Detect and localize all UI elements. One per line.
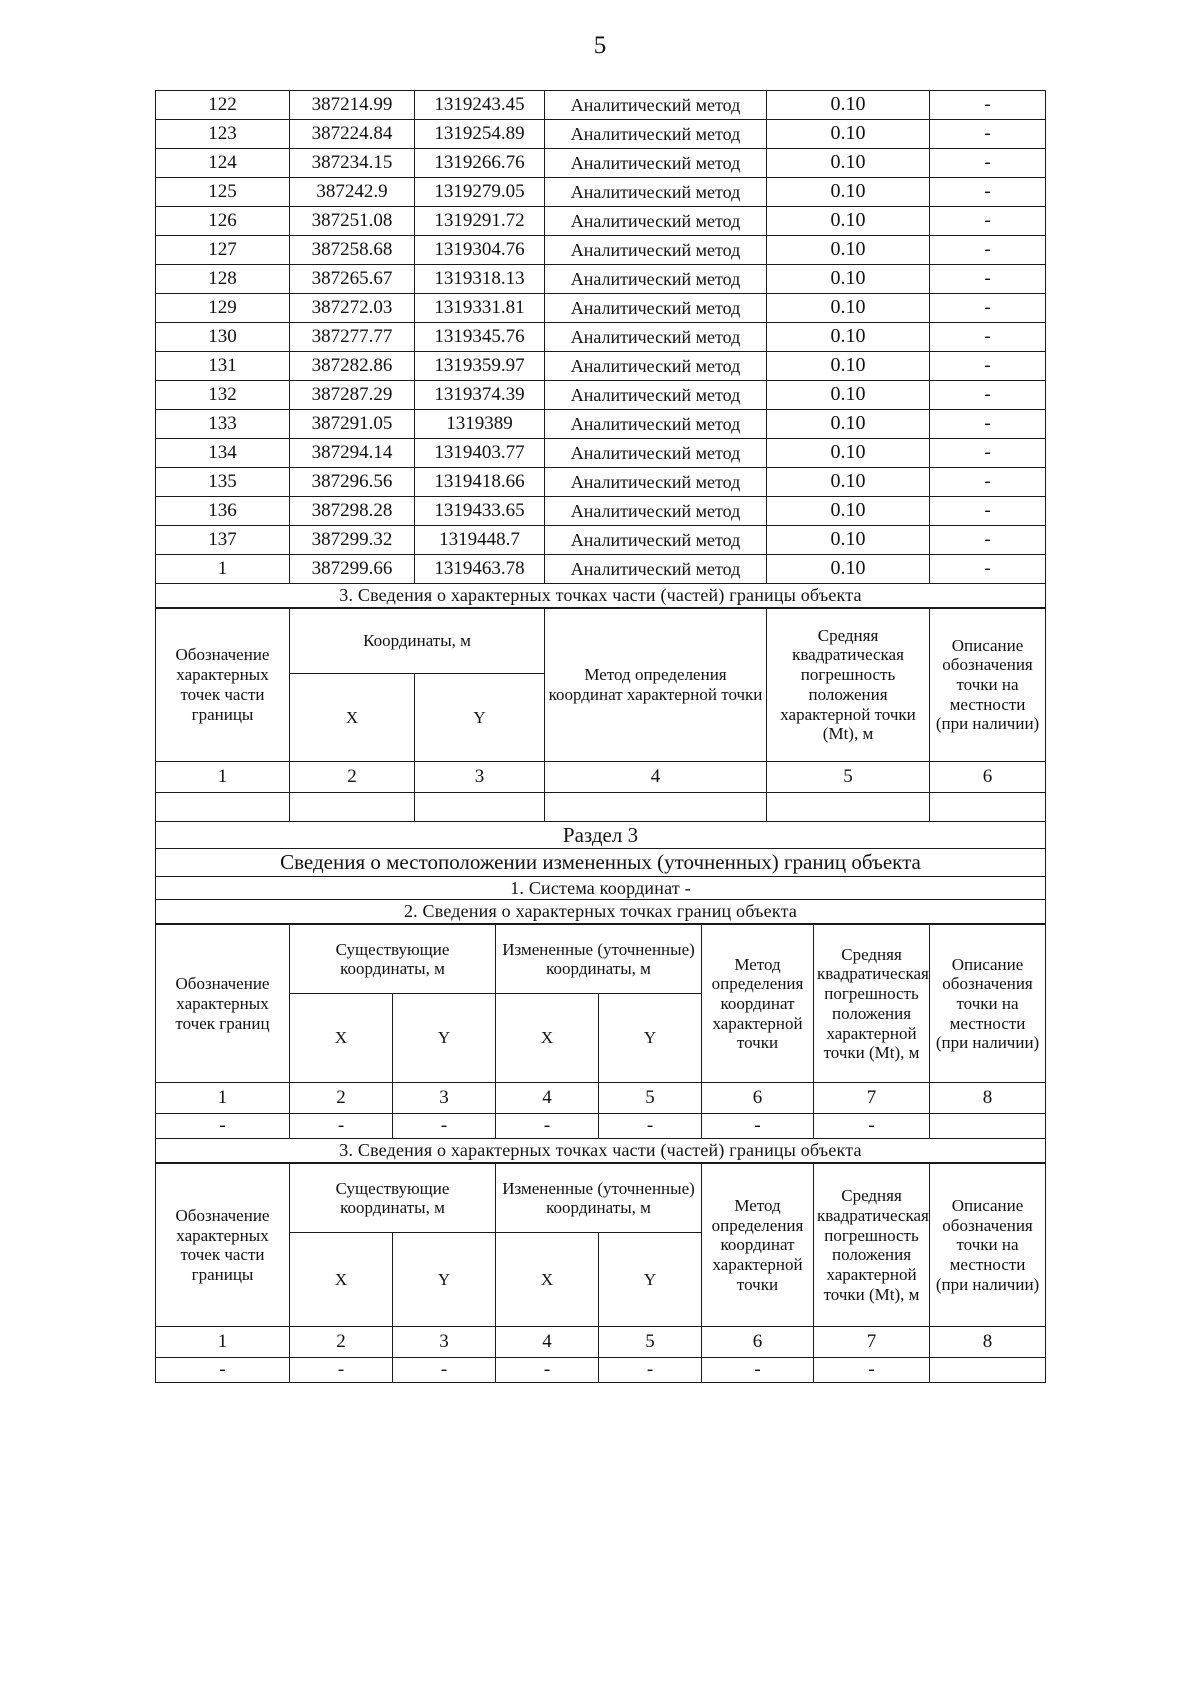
coordinate-table: [155, 90, 1046, 608]
coordinate-x: 387287.29: [290, 381, 415, 410]
coordinate-y: 1319418.66: [415, 468, 545, 497]
header-existing-coordinates: Существующие координаты, м: [290, 1164, 496, 1233]
dash-cell: -: [702, 1358, 814, 1383]
coordinate-y: 1319389: [415, 410, 545, 439]
header-existing-y: Y: [393, 994, 496, 1083]
section-label-row: [156, 584, 1046, 608]
mt-cell: 0.10: [767, 207, 930, 236]
coordinate-y: 1319304.76: [415, 236, 545, 265]
coordinate-y: 1319403.77: [415, 439, 545, 468]
description-cell: -: [930, 410, 1046, 439]
dash-cell: -: [599, 1358, 702, 1383]
section-part-points-label: 3. Сведения о характерных точках части (частей) границы объекта: [156, 584, 1046, 608]
dash-data-row: [156, 1114, 1046, 1139]
column-number: 4: [496, 1083, 599, 1114]
coordinate-system-label: 1. Система координат -: [156, 876, 1046, 900]
coordinate-x: 387234.15: [290, 149, 415, 178]
numbering-row: [156, 1083, 1046, 1114]
header-changed-coordinates: Измененные (уточненные) координаты, м: [496, 1164, 702, 1233]
mt-cell: 0.10: [767, 526, 930, 555]
table-row: [156, 526, 1046, 555]
description-cell: -: [930, 526, 1046, 555]
table-row: [156, 178, 1046, 207]
column-number: 1: [156, 761, 290, 792]
coordinate-x: 387224.84: [290, 120, 415, 149]
table-row: [156, 323, 1046, 352]
dash-cell: -: [702, 1114, 814, 1139]
dash-cell: -: [814, 1114, 930, 1139]
coordinate-table-body: [156, 91, 1046, 608]
mt-cell: 0.10: [767, 555, 930, 584]
column-number: 8: [930, 1083, 1046, 1114]
coordinate-y: 1319331.81: [415, 294, 545, 323]
header-changed-x: X: [496, 1233, 599, 1327]
section3-label-row: [156, 1139, 1046, 1163]
header-description: Описание обозначения точки на местности (при наличии): [930, 925, 1046, 1083]
dash-cell: -: [156, 1114, 290, 1139]
column-number: 6: [702, 1083, 814, 1114]
table-row: [156, 91, 1046, 120]
coordinate-y: 1319279.05: [415, 178, 545, 207]
coordinate-x: 387242.9: [290, 178, 415, 207]
table-row: [156, 381, 1046, 410]
header-method: Метод определения координат характерной точки: [545, 608, 767, 761]
column-number: 5: [767, 761, 930, 792]
coordinate-x: 387282.86: [290, 352, 415, 381]
point-designation: 132: [156, 381, 290, 410]
method-cell: Аналитический метод: [545, 410, 767, 439]
header-designation: Обозначение характерных точек части границы: [156, 1164, 290, 1327]
coordinate-y: 1319433.65: [415, 497, 545, 526]
mt-cell: 0.10: [767, 265, 930, 294]
description-cell: -: [930, 497, 1046, 526]
mt-cell: 0.10: [767, 236, 930, 265]
header-existing-y: Y: [393, 1233, 496, 1327]
description-cell: -: [930, 91, 1046, 120]
header-coordinates: Координаты, м: [290, 608, 545, 673]
column-number: 1: [156, 1083, 290, 1114]
razdel-heading: Раздел 3: [156, 821, 1046, 848]
mt-cell: 0.10: [767, 468, 930, 497]
dash-cell: -: [290, 1114, 393, 1139]
table-row: [156, 236, 1046, 265]
document-sheet: [155, 90, 1045, 1383]
point-designation: 137: [156, 526, 290, 555]
header-mt: Средняя квадратическая погрешность положения характерной точки (Mt), м: [814, 1164, 930, 1327]
description-cell: -: [930, 178, 1046, 207]
coordinate-system-row: [156, 876, 1046, 900]
section3-label: 3. Сведения о характерных точках части (частей) границы объекта: [156, 1139, 1046, 1163]
column-number: 1: [156, 1327, 290, 1358]
table-row: [156, 149, 1046, 178]
table-row: [156, 439, 1046, 468]
coordinate-x: 387291.05: [290, 410, 415, 439]
description-cell: -: [930, 207, 1046, 236]
method-cell: Аналитический метод: [545, 352, 767, 381]
dash-data-row: [156, 1358, 1046, 1383]
point-designation: 135: [156, 468, 290, 497]
method-cell: Аналитический метод: [545, 323, 767, 352]
page-number: 5: [593, 32, 607, 59]
method-cell: Аналитический метод: [545, 497, 767, 526]
mt-cell: 0.10: [767, 410, 930, 439]
column-number: 7: [814, 1327, 930, 1358]
column-number: 7: [814, 1083, 930, 1114]
header-description: Описание обозначения точки на местности (при наличии): [930, 608, 1046, 761]
method-cell: Аналитический метод: [545, 526, 767, 555]
coordinate-x: 387258.68: [290, 236, 415, 265]
coordinate-x: 387296.56: [290, 468, 415, 497]
point-designation: 122: [156, 91, 290, 120]
header-row-top: [156, 925, 1046, 994]
description-cell: -: [930, 149, 1046, 178]
method-cell: Аналитический метод: [545, 120, 767, 149]
razdel-heading-row: [156, 821, 1046, 848]
razdel-title: Сведения о местоположении измененных (уточненных) границ объекта: [156, 849, 1046, 876]
point-designation: 124: [156, 149, 290, 178]
coordinate-y: 1319318.13: [415, 265, 545, 294]
point-designation: 126: [156, 207, 290, 236]
description-cell: -: [930, 323, 1046, 352]
point-designation: 123: [156, 120, 290, 149]
header-changed-y: Y: [599, 1233, 702, 1327]
description-cell: -: [930, 381, 1046, 410]
table-row: [156, 352, 1046, 381]
point-designation: 130: [156, 323, 290, 352]
mt-cell: 0.10: [767, 149, 930, 178]
dash-cell: -: [496, 1358, 599, 1383]
column-number: 4: [496, 1327, 599, 1358]
point-designation: 1: [156, 555, 290, 584]
coordinate-y: 1319359.97: [415, 352, 545, 381]
dash-cell: [930, 1358, 1046, 1383]
coordinate-y: 1319374.39: [415, 381, 545, 410]
coordinate-x: 387265.67: [290, 265, 415, 294]
method-cell: Аналитический метод: [545, 555, 767, 584]
method-cell: Аналитический метод: [545, 207, 767, 236]
empty-cell: [930, 792, 1046, 821]
razdel3-section2-table: [155, 924, 1046, 1163]
column-number: 6: [702, 1327, 814, 1358]
header-changed-x: X: [496, 994, 599, 1083]
description-cell: -: [930, 352, 1046, 381]
coordinate-x: 387277.77: [290, 323, 415, 352]
coordinate-y: 1319463.78: [415, 555, 545, 584]
mt-cell: 0.10: [767, 120, 930, 149]
table-row: [156, 207, 1046, 236]
method-cell: Аналитический метод: [545, 149, 767, 178]
coordinate-y: 1319254.89: [415, 120, 545, 149]
point-designation: 125: [156, 178, 290, 207]
header-method: Метод определения координат характерной точки: [702, 925, 814, 1083]
column-number: 4: [545, 761, 767, 792]
coordinate-y: 1319291.72: [415, 207, 545, 236]
column-number: 2: [290, 761, 415, 792]
numbering-row: [156, 761, 1046, 792]
method-cell: Аналитический метод: [545, 91, 767, 120]
table-row: [156, 120, 1046, 149]
table-row: [156, 410, 1046, 439]
header-existing-x: X: [290, 994, 393, 1083]
coordinate-y: 1319243.45: [415, 91, 545, 120]
header-designation: Обозначение характерных точек границ: [156, 925, 290, 1083]
column-number: 2: [290, 1327, 393, 1358]
header-changed-y: Y: [599, 994, 702, 1083]
header-mt: Средняя квадратическая погрешность положения характерной точки (Mt), м: [767, 608, 930, 761]
point-designation: 129: [156, 294, 290, 323]
point-designation: 127: [156, 236, 290, 265]
column-number: 3: [393, 1083, 496, 1114]
header-description: Описание обозначения точки на местности (при наличии): [930, 1164, 1046, 1327]
table-row: [156, 265, 1046, 294]
column-number: 5: [599, 1083, 702, 1114]
point-designation: 136: [156, 497, 290, 526]
header-x: X: [290, 673, 415, 761]
column-number: 2: [290, 1083, 393, 1114]
coordinate-x: 387272.03: [290, 294, 415, 323]
dash-cell: -: [393, 1358, 496, 1383]
coordinate-y: 1319345.76: [415, 323, 545, 352]
section2-label-row: [156, 900, 1046, 924]
method-cell: Аналитический метод: [545, 439, 767, 468]
method-cell: Аналитический метод: [545, 468, 767, 497]
coordinate-x: 387298.28: [290, 497, 415, 526]
column-number: 3: [393, 1327, 496, 1358]
coordinate-x: 387299.32: [290, 526, 415, 555]
numbering-row: [156, 1327, 1046, 1358]
method-cell: Аналитический метод: [545, 178, 767, 207]
empty-cell: [156, 792, 290, 821]
header-existing-x: X: [290, 1233, 393, 1327]
section2-label: 2. Сведения о характерных точках границ объекта: [156, 900, 1046, 924]
header-method: Метод определения координат характерной точки: [702, 1164, 814, 1327]
column-number: 8: [930, 1327, 1046, 1358]
header-row-top: [156, 608, 1046, 673]
empty-data-row: [156, 792, 1046, 821]
table-row: [156, 294, 1046, 323]
dash-cell: -: [290, 1358, 393, 1383]
mt-cell: 0.10: [767, 439, 930, 468]
method-cell: Аналитический метод: [545, 294, 767, 323]
header-row-top: [156, 1164, 1046, 1233]
header-changed-coordinates: Измененные (уточненные) координаты, м: [496, 925, 702, 994]
empty-cell: [545, 792, 767, 821]
dash-cell: -: [156, 1358, 290, 1383]
empty-cell: [290, 792, 415, 821]
mt-cell: 0.10: [767, 497, 930, 526]
description-cell: -: [930, 120, 1046, 149]
dash-cell: -: [814, 1358, 930, 1383]
method-cell: Аналитический метод: [545, 381, 767, 410]
dash-cell: -: [599, 1114, 702, 1139]
header-existing-coordinates: Существующие координаты, м: [290, 925, 496, 994]
coordinate-y: 1319266.76: [415, 149, 545, 178]
description-cell: -: [930, 468, 1046, 497]
point-designation: 133: [156, 410, 290, 439]
description-cell: -: [930, 439, 1046, 468]
description-cell: -: [930, 294, 1046, 323]
part-points-table-1: [155, 608, 1046, 924]
column-number: 5: [599, 1327, 702, 1358]
coordinate-x: 387251.08: [290, 207, 415, 236]
coordinate-x: 387214.99: [290, 91, 415, 120]
dash-cell: [930, 1114, 1046, 1139]
mt-cell: 0.10: [767, 294, 930, 323]
method-cell: Аналитический метод: [545, 265, 767, 294]
description-cell: -: [930, 236, 1046, 265]
method-cell: Аналитический метод: [545, 236, 767, 265]
table-row: [156, 468, 1046, 497]
coordinate-y: 1319448.7: [415, 526, 545, 555]
point-designation: 128: [156, 265, 290, 294]
dash-cell: -: [496, 1114, 599, 1139]
empty-cell: [415, 792, 545, 821]
description-cell: -: [930, 265, 1046, 294]
table-row: [156, 555, 1046, 584]
mt-cell: 0.10: [767, 323, 930, 352]
mt-cell: 0.10: [767, 352, 930, 381]
header-mt: Средняя квадратическая погрешность положения характерной точки (Mt), м: [814, 925, 930, 1083]
mt-cell: 0.10: [767, 381, 930, 410]
column-number: 6: [930, 761, 1046, 792]
coordinate-x: 387294.14: [290, 439, 415, 468]
point-designation: 134: [156, 439, 290, 468]
coordinate-x: 387299.66: [290, 555, 415, 584]
empty-cell: [767, 792, 930, 821]
description-cell: -: [930, 555, 1046, 584]
dash-cell: -: [393, 1114, 496, 1139]
mt-cell: 0.10: [767, 91, 930, 120]
mt-cell: 0.10: [767, 178, 930, 207]
header-y: Y: [415, 673, 545, 761]
razdel3-section3-table: [155, 1163, 1046, 1383]
razdel-title-row: [156, 849, 1046, 876]
header-designation: Обозначение характерных точек части границы: [156, 608, 290, 761]
column-number: 3: [415, 761, 545, 792]
point-designation: 131: [156, 352, 290, 381]
table-row: [156, 497, 1046, 526]
